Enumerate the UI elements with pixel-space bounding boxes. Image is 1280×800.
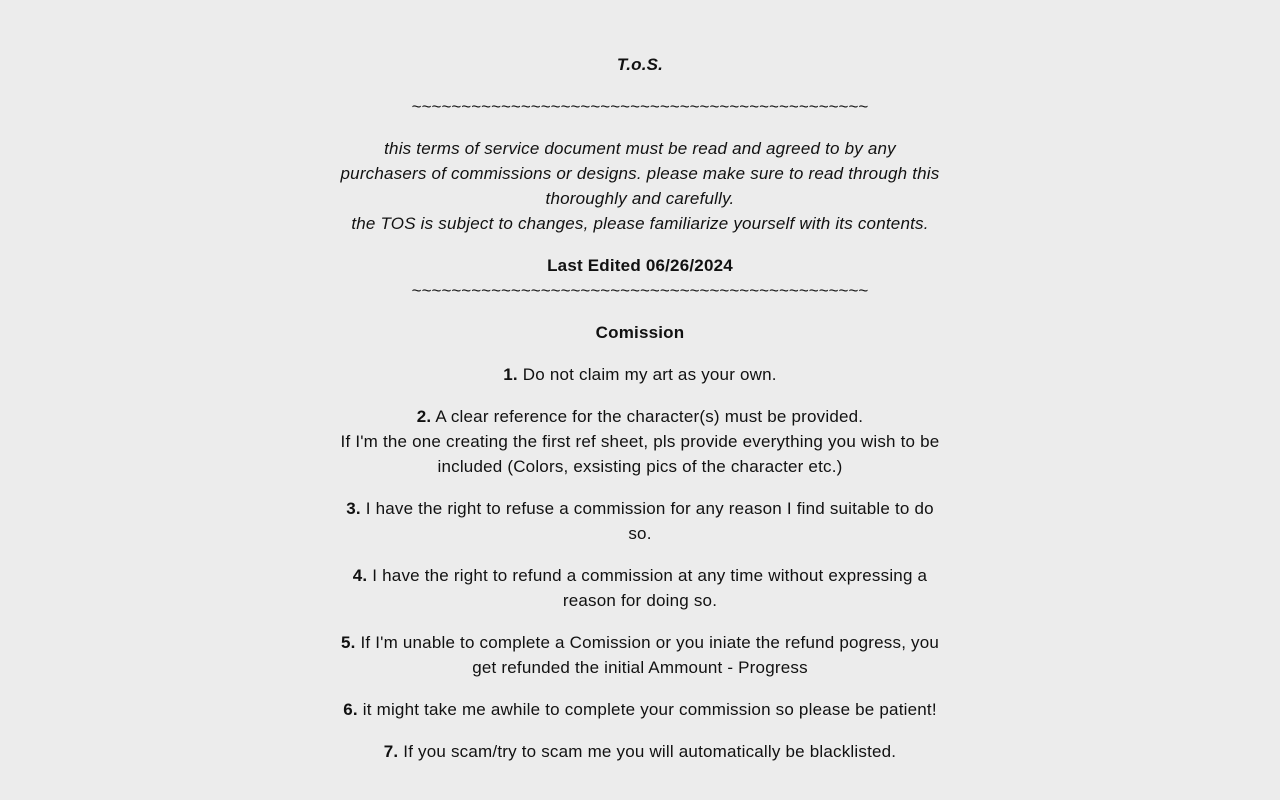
rule-number: 4.	[352, 566, 368, 585]
rule-item-5	[340, 630, 940, 680]
rule-item-7	[340, 739, 940, 764]
rule-number: 3.	[346, 499, 361, 518]
intro-text	[340, 136, 940, 236]
tos-document	[340, 0, 940, 764]
last-edited-date: Last Edited 06/26/2024	[547, 256, 733, 275]
document-title: T.o.S.	[616, 55, 664, 74]
rule-text: it might take me awhile to complete your commission so please be patient!	[362, 700, 937, 719]
intro-line-2: the TOS is subject to changes, please familiarize yourself with its contents.	[351, 214, 929, 233]
rule-text: If you scam/try to scam me you will automatically be blacklisted.	[403, 742, 897, 761]
rule-item-6	[340, 697, 940, 722]
rule-text: I have the right to refund a commission at any time without expressing a reason for doing so.	[372, 566, 928, 610]
rule-item-2	[340, 404, 940, 479]
rule-number: 5.	[340, 633, 356, 652]
divider-top: ~~~~~~~~~~~~~~~~~~~~~~~~~~~~~~~~~~~~~~~~~~~~~~	[411, 97, 869, 116]
divider-bottom: ~~~~~~~~~~~~~~~~~~~~~~~~~~~~~~~~~~~~~~~~~~~~~~	[411, 281, 869, 300]
rule-item-4	[340, 563, 940, 613]
rule-text: Do not claim my art as your own.	[522, 365, 777, 384]
rule-number: 2.	[416, 407, 432, 426]
rule-text: A clear reference for the character(s) must be provided.	[435, 407, 864, 426]
rule-number: 6.	[343, 700, 358, 719]
rule-item-1	[340, 362, 940, 387]
rule-item-3	[340, 496, 940, 546]
rule-number: 1.	[503, 365, 518, 384]
rule-number: 7.	[383, 742, 399, 761]
rule-text: If I'm unable to complete a Comission or you iniate the refund pogress, you get refunded the initial Ammount - Progress	[360, 633, 940, 677]
rule-text: I have the right to refuse a commission for any reason I find suitable to do so.	[365, 499, 934, 543]
rule-extra-text: If I'm the one creating the first ref sheet, pls provide everything you wish to be included (Colors, exsisting pics of the character etc.)	[340, 432, 940, 476]
intro-line-1: this terms of service document must be read and agreed to by any purchasers of commissions or designs. please make sure to read through this thoroughly and carefully.	[340, 139, 940, 208]
section-heading: Comission	[595, 323, 685, 342]
